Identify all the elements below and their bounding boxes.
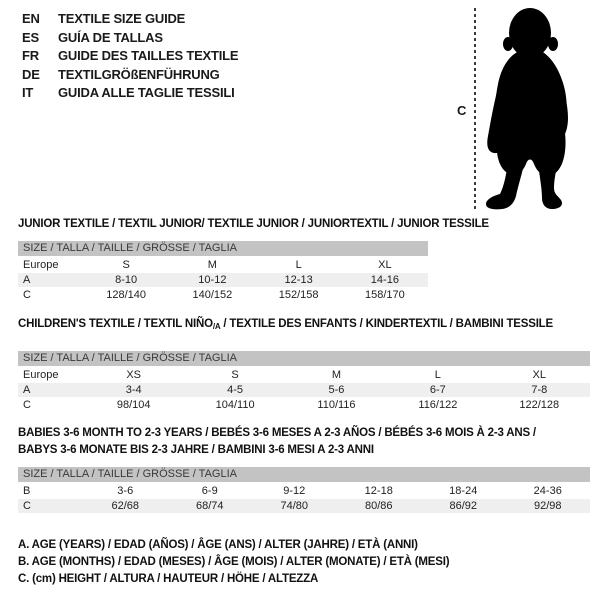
row-label: A bbox=[18, 383, 83, 397]
size-cell: 80/86 bbox=[337, 499, 422, 513]
size-cell: 8-10 bbox=[83, 273, 169, 287]
table-title-text: CHILDREN'S TEXTILE / TEXTIL NIÑO bbox=[18, 318, 213, 330]
language-title: TEXTILE SIZE GUIDE bbox=[58, 11, 186, 26]
language-title: GUIDA ALLE TAGLIE TESSILI bbox=[58, 85, 235, 100]
size-cell: XL bbox=[378, 259, 392, 271]
size-header-bar: SIZE / TALLA / TAILLE / GRÖSSE / TAGLIA bbox=[18, 467, 590, 482]
table-row-europe bbox=[18, 368, 590, 382]
row-label: A bbox=[18, 273, 83, 287]
table-row-age-months bbox=[18, 484, 590, 498]
language-code: DE bbox=[22, 66, 40, 82]
size-cell: 9-12 bbox=[283, 485, 306, 497]
size-cell: 158/170 bbox=[364, 289, 405, 301]
language-row-es bbox=[22, 29, 238, 48]
size-cell: 3-4 bbox=[83, 383, 184, 397]
language-row-it bbox=[22, 84, 238, 103]
table-title-subscript: /A bbox=[212, 322, 221, 331]
size-header-bar: SIZE / TALLA / TAILLE / GRÖSSE / TAGLIA bbox=[18, 241, 428, 256]
language-row-en bbox=[22, 10, 238, 29]
size-cell: 92/98 bbox=[506, 499, 591, 513]
size-cell: 74/80 bbox=[252, 499, 337, 513]
size-cell: 24-36 bbox=[533, 485, 562, 497]
table-row-height bbox=[18, 398, 590, 412]
children-size-table bbox=[18, 351, 590, 413]
language-list bbox=[22, 10, 238, 103]
size-cell: 7-8 bbox=[489, 383, 590, 397]
size-cell: 12-18 bbox=[364, 485, 393, 497]
table-title-babies bbox=[18, 426, 536, 458]
size-cell: 14-16 bbox=[342, 273, 428, 287]
size-cell: L bbox=[295, 259, 302, 271]
toddler-silhouette-icon bbox=[482, 4, 594, 212]
size-header-bar: SIZE / TALLA / TAILLE / GRÖSSE / TAGLIA bbox=[18, 351, 590, 366]
table-row-age bbox=[18, 383, 590, 397]
table-title-line2: BABYS 3-6 MONATE BIS 2-3 JAHRE / BAMBINI 3-6 MESI A 2-3 ANNI bbox=[18, 444, 374, 456]
language-code: ES bbox=[22, 29, 39, 45]
row-label: Europe bbox=[23, 259, 59, 271]
language-code: EN bbox=[22, 11, 40, 26]
table-row-europe bbox=[18, 258, 428, 272]
language-row-fr bbox=[22, 47, 238, 66]
size-cell: 12-13 bbox=[256, 273, 342, 287]
size-cell: 152/158 bbox=[278, 289, 319, 301]
language-title: GUÍA DE TALLAS bbox=[58, 29, 163, 45]
table-title-junior bbox=[18, 217, 489, 234]
row-label: C bbox=[18, 499, 83, 513]
language-code: FR bbox=[22, 48, 39, 63]
size-cell: 86/92 bbox=[421, 499, 506, 513]
height-figure bbox=[440, 0, 600, 215]
size-cell: 3-6 bbox=[117, 485, 134, 497]
row-label: C bbox=[23, 289, 31, 301]
table-row-age bbox=[18, 273, 428, 287]
row-label: B bbox=[23, 485, 31, 497]
size-cell: 6-7 bbox=[387, 383, 488, 397]
size-cell: 4-5 bbox=[184, 383, 285, 397]
size-cell: 5-6 bbox=[286, 383, 387, 397]
row-label: C bbox=[23, 399, 31, 411]
size-cell: L bbox=[434, 369, 441, 381]
size-cell: S bbox=[122, 259, 130, 271]
size-cell: 104/110 bbox=[215, 399, 255, 411]
footnote-b: B. AGE (MONTHS) / EDAD (MESES) / ÂGE (MOIS) / ALTER (MONATE) / ETÀ (MESI) bbox=[18, 556, 450, 568]
row-label: Europe bbox=[23, 369, 59, 381]
footnotes bbox=[18, 537, 449, 588]
language-title: GUIDE DES TAILLES TEXTILE bbox=[58, 48, 239, 63]
size-cell: 18-24 bbox=[449, 485, 478, 497]
size-cell: 122/128 bbox=[519, 399, 560, 411]
language-row-de bbox=[22, 66, 238, 85]
table-title-children bbox=[18, 317, 553, 334]
size-cell: 62/68 bbox=[83, 499, 168, 513]
language-code: IT bbox=[22, 85, 34, 100]
size-cell: XL bbox=[532, 369, 547, 381]
size-cell: 68/74 bbox=[168, 499, 253, 513]
footnote-a: A. AGE (YEARS) / EDAD (AÑOS) / ÂGE (ANS) / ALTER (JAHRE) / ETÀ (ANNI) bbox=[18, 539, 418, 551]
table-title-text: / TEXTILE DES ENFANTS / KINDERTEXTIL / BAMBINI TESSILE bbox=[220, 318, 553, 330]
language-title: TEXTILGRÖßENFÜHRUNG bbox=[58, 66, 220, 82]
size-cell: M bbox=[207, 259, 217, 271]
table-title-text: BABIES 3-6 MONTH TO 2-3 YEARS / BEBÉS 3-6 MESES A 2-3 AÑOS / BÉBÉS 3-6 MOIS À 2-3 ANS / bbox=[18, 427, 536, 439]
size-cell: 110/116 bbox=[317, 399, 356, 411]
babies-size-table bbox=[18, 467, 590, 514]
footnote-c: C. (cm) HEIGHT / ALTURA / HAUTEUR / HÖHE / ALTEZZA bbox=[18, 573, 319, 585]
height-dashed-line bbox=[474, 8, 476, 210]
size-cell: S bbox=[231, 369, 239, 381]
table-title-text: JUNIOR TEXTILE / TEXTIL JUNIOR/ TEXTILE JUNIOR / JUNIORTEXTIL / JUNIOR TESSILE bbox=[18, 218, 489, 230]
height-measure-label: C bbox=[457, 103, 467, 118]
size-cell: XS bbox=[126, 369, 142, 381]
size-cell: 128/140 bbox=[106, 289, 146, 301]
table-row-height bbox=[18, 288, 428, 302]
size-cell: 140/152 bbox=[192, 289, 233, 301]
size-cell: 6-9 bbox=[201, 485, 218, 497]
junior-size-table bbox=[18, 241, 428, 303]
size-cell: 10-12 bbox=[169, 273, 255, 287]
size-cell: 98/104 bbox=[116, 399, 151, 411]
table-row-height bbox=[18, 499, 590, 513]
size-cell: 116/122 bbox=[418, 399, 458, 411]
size-cell: M bbox=[331, 369, 342, 381]
